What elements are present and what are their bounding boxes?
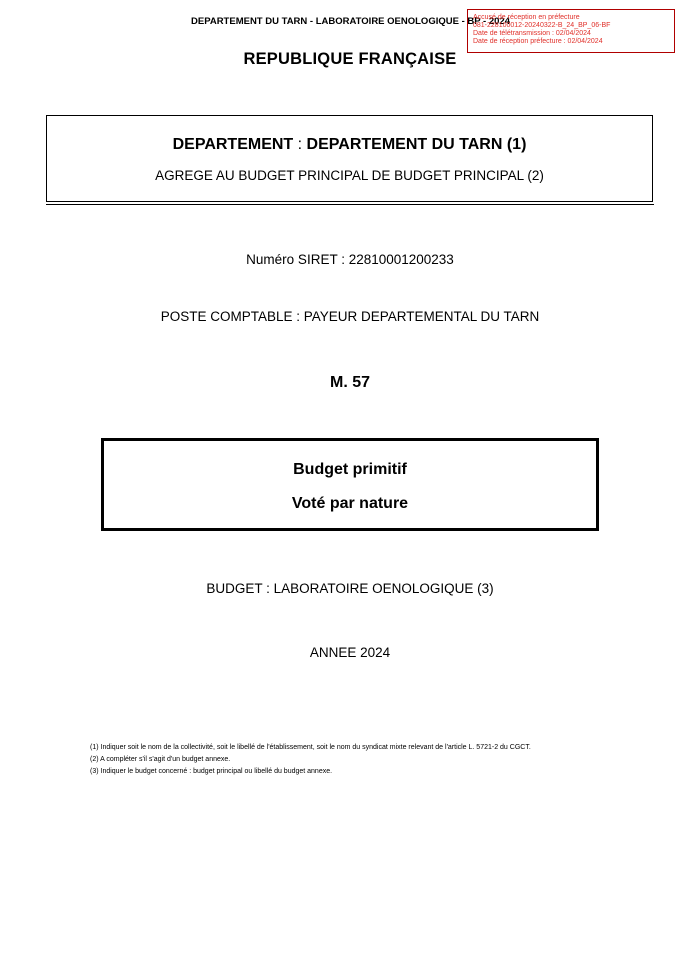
stamp-line: Accusé de réception en préfecture bbox=[473, 14, 580, 21]
nomenclature: M. 57 bbox=[329, 374, 370, 391]
footnotes bbox=[90, 742, 531, 778]
budget-name: BUDGET : LABORATOIRE OENOLOGIQUE (3) bbox=[206, 581, 494, 596]
stamp-line: 081-228100012-20240322-B_24_BP_06-BF bbox=[473, 22, 611, 29]
department-title bbox=[47, 136, 652, 154]
footnote: (1) Indiquer soit le nom de la collectivité, soit le libellé de l'établissement, soit le nom du syndicat mixte relevant de l'article L. 5721-2 du CGCT. bbox=[90, 744, 531, 751]
budget-type: Budget primitif bbox=[293, 461, 407, 478]
budget-year: ANNEE 2024 bbox=[309, 645, 391, 660]
department-separator: : bbox=[293, 136, 307, 153]
department-subtitle: AGREGE AU BUDGET PRINCIPAL DE BUDGET PRINCIPAL (2) bbox=[155, 168, 544, 183]
poste-comptable: POSTE COMPTABLE : PAYEUR DEPARTEMENTAL DU TARN bbox=[160, 309, 540, 324]
stamp-line: Date de réception préfecture : 02/04/2024 bbox=[473, 38, 603, 45]
budget-box bbox=[101, 438, 599, 531]
stamp-line: Date de télétransmission : 02/04/2024 bbox=[473, 30, 591, 37]
siret-number: Numéro SIRET : 22810001200233 bbox=[246, 252, 454, 267]
department-label: DEPARTEMENT bbox=[172, 136, 294, 153]
running-header: DEPARTEMENT DU TARN - LABORATOIRE OENOLOGIQUE - BP - 2024 bbox=[191, 16, 510, 27]
department-box bbox=[46, 115, 653, 202]
footnote: (2) A compléter s'il s'agit d'un budget annexe. bbox=[90, 756, 231, 763]
reception-stamp bbox=[467, 9, 675, 53]
republic-title: REPUBLIQUE FRANÇAISE bbox=[243, 50, 457, 68]
footnote: (3) Indiquer le budget concerné : budget principal ou libellé du budget annexe. bbox=[90, 768, 333, 775]
vote-mode: Voté par nature bbox=[291, 495, 409, 512]
department-name: DEPARTEMENT DU TARN (1) bbox=[306, 136, 527, 153]
